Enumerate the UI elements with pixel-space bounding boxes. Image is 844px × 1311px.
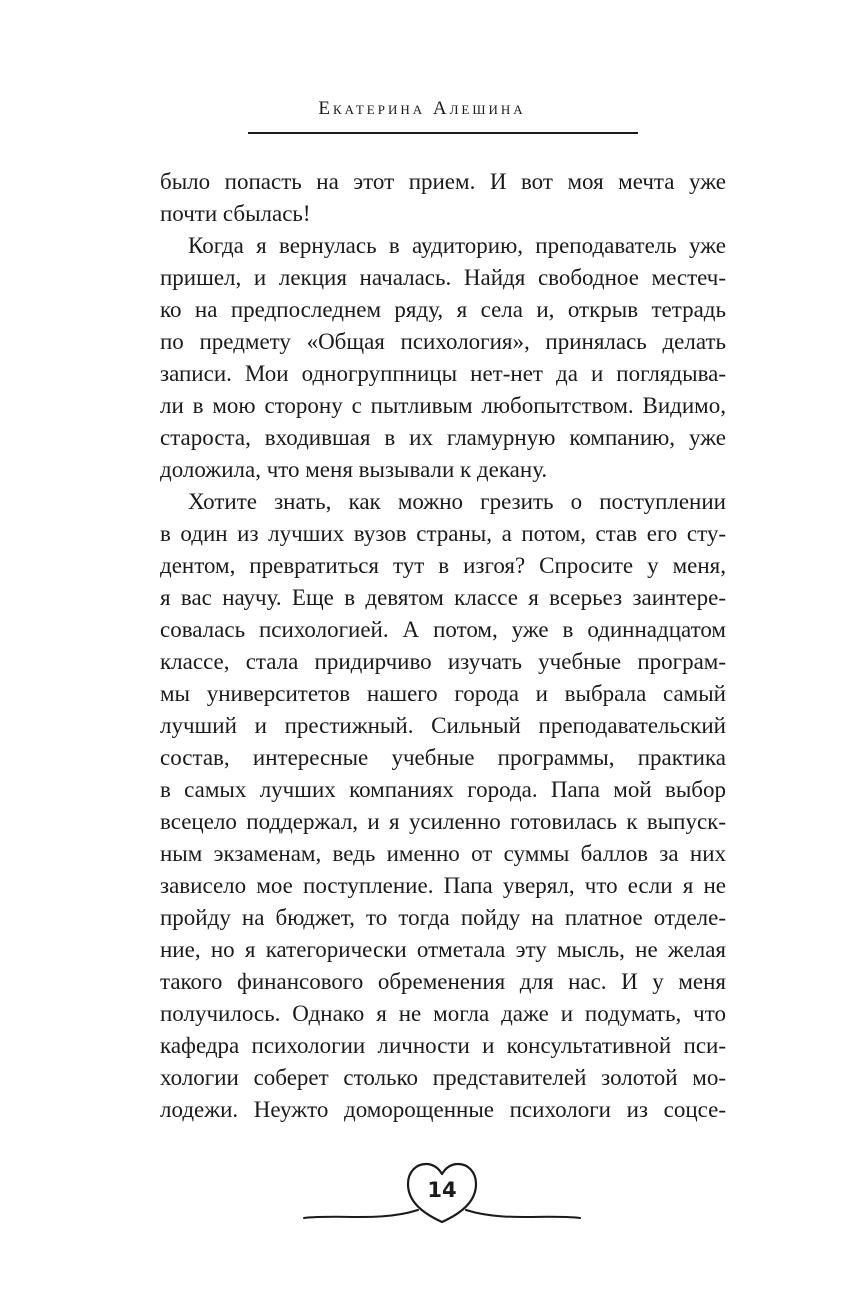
text-line: пройду на бюджет, то тогда пойду на платное отделе- <box>160 905 726 930</box>
text-line: хологии соберет столько представителей золотой мо- <box>160 1065 726 1090</box>
text-line: в один из лучших вузов страны, а потом, став его сту- <box>160 521 726 546</box>
text-line: состав, интересные учебные программы, практика <box>160 745 726 770</box>
text-line: пришел, и лекция началась. Найдя свободное местеч- <box>160 265 726 290</box>
text-line: ние, но я категорически отметала эту мысль, не желая <box>160 937 726 962</box>
text-line: такого финансового обременения для нас. И у меня <box>160 969 726 994</box>
text-line: было попасть на этот прием. И вот моя мечта уже <box>160 169 726 194</box>
text-line: всецело поддержал, и я усиленно готовилась к выпуск- <box>160 809 726 834</box>
text-line: лодежи. Неужто доморощенные психологи из соцсе- <box>160 1097 726 1122</box>
text-line: почти сбылась! <box>160 201 311 226</box>
text-line: лучший и престижный. Сильный преподавательский <box>160 713 726 738</box>
page-number: 14 <box>427 1178 457 1202</box>
text-line: мы университетов нашего города и выбрала самый <box>160 681 726 706</box>
text-line: по предмету «Общая психология», принялась делать <box>160 329 726 354</box>
text-line: ко на предпоследнем ряду, я села и, открыв тетрадь <box>160 297 726 322</box>
body-text <box>160 166 726 1126</box>
text-line: староста, входившая в их гламурную компанию, уже <box>160 425 726 450</box>
text-line: зависело мое поступление. Папа уверял, что если я не <box>160 873 726 898</box>
text-line: получилось. Однако я не могла даже и подумать, что <box>160 1001 726 1026</box>
page-footer <box>300 1160 584 1232</box>
text-line: классе, стала придирчиво изучать учебные програм- <box>160 649 726 674</box>
text-line: дентом, превратиться тут в изгоя? Спросите у меня, <box>160 553 726 578</box>
text-line: доложила, что меня вызывали к декану. <box>160 457 548 482</box>
header-rule <box>248 132 638 134</box>
text-line: ным экзаменам, ведь именно от суммы баллов за них <box>160 841 726 866</box>
text-line: кафедра психологии личности и консультативной пси- <box>160 1033 726 1058</box>
text-line: ли в мою сторону с пытливым любопытством. Видимо, <box>160 393 726 418</box>
text-line: Хотите знать, как можно грезить о поступлении <box>188 489 726 514</box>
text-line: записи. Мои одногруппницы нет-нет да и поглядыва- <box>160 361 726 386</box>
text-line: совалась психологией. А потом, уже в одиннадцатом <box>160 617 726 642</box>
text-line: я вас научу. Еще в девятом классе я всерьез заинтере- <box>160 585 726 610</box>
text-line: Когда я вернулась в аудиторию, преподаватель уже <box>188 233 726 258</box>
text-line: в самых лучших компаниях города. Папа мой выбор <box>160 777 726 802</box>
running-header: Екатерина Алешина <box>318 98 526 119</box>
